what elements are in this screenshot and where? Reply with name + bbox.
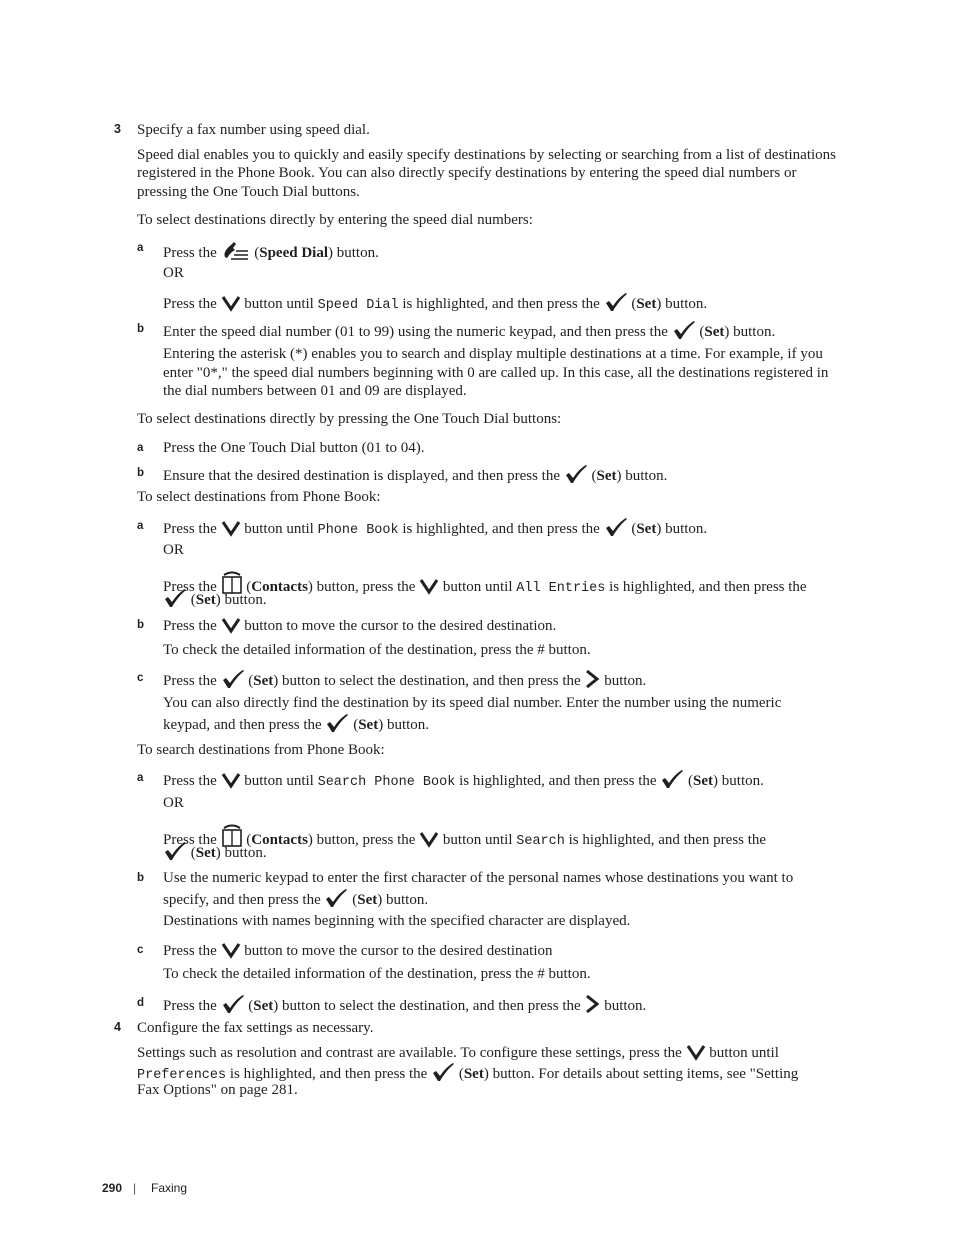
down-arrow-icon bbox=[686, 1043, 706, 1061]
text: Press the bbox=[163, 618, 217, 634]
step-title: Configure the fax settings as necessary. bbox=[137, 1020, 374, 1036]
text: button until bbox=[244, 773, 314, 789]
note-line: enter "0*," the speed dial numbers beginning with 0 are called up. In this case, all the destinations registered in bbox=[163, 365, 829, 381]
text: Press the bbox=[163, 245, 217, 261]
set-check-icon bbox=[163, 841, 187, 861]
menu-item-name: All Entries bbox=[516, 581, 606, 596]
section-heading: To select destinations directly by pressing the One Touch Dial buttons: bbox=[137, 411, 562, 427]
set-check-icon bbox=[672, 320, 696, 340]
text: Ensure that the desired destination is displayed, and then press the bbox=[163, 468, 560, 484]
text: button until bbox=[709, 1045, 779, 1061]
menu-item-name: Search bbox=[516, 834, 565, 849]
text: ) button. bbox=[724, 324, 776, 340]
text: ) button, press the bbox=[307, 579, 416, 595]
sub-step-letter: c bbox=[137, 944, 144, 956]
text: Set bbox=[636, 521, 657, 537]
text: Press the bbox=[163, 943, 217, 959]
set-check-icon bbox=[221, 994, 245, 1014]
instruction-line: Press the (Contacts) button, press the button until Search is highlighted, and then press the bbox=[163, 822, 766, 851]
text: ) button. bbox=[215, 845, 267, 861]
or-label: OR bbox=[163, 542, 184, 558]
note-line: To check the detailed information of the destination, press the # button. bbox=[163, 642, 591, 658]
instruction-line bbox=[163, 941, 553, 961]
text: ) button. bbox=[328, 245, 379, 261]
down-arrow-icon bbox=[221, 941, 241, 959]
note-line: Entering the asterisk (*) enables you to search and display multiple destinations at a time. For example, if you bbox=[163, 346, 823, 362]
text: Press the bbox=[163, 773, 217, 789]
text: button. bbox=[604, 673, 647, 689]
text: Speed Dial bbox=[259, 245, 329, 261]
text: ) button. bbox=[616, 468, 668, 484]
text: keypad, and then press the bbox=[163, 717, 322, 733]
paragraph-line bbox=[137, 1043, 779, 1063]
instruction-line: Press the (Contacts) button, press the button until All Entries is highlighted, and then press the bbox=[163, 569, 807, 598]
text: Press the bbox=[163, 832, 217, 848]
down-arrow-icon bbox=[419, 830, 439, 848]
text: ) button. bbox=[215, 592, 267, 608]
text: ) button. bbox=[656, 521, 708, 537]
text: specify, and then press the bbox=[163, 892, 321, 908]
step-number: 3 bbox=[114, 122, 121, 136]
text: Set bbox=[253, 998, 274, 1014]
text: is highlighted, and then press the bbox=[402, 521, 600, 537]
instruction-line: specify, and then press the (Set) button. bbox=[163, 888, 428, 910]
text: ) button. For details about setting items, see "Setting bbox=[483, 1066, 799, 1082]
text: Set bbox=[357, 892, 378, 908]
sub-step-letter: c bbox=[137, 672, 144, 684]
speed-dial-icon bbox=[221, 239, 251, 261]
note-line: keypad, and then press the (Set) button. bbox=[163, 713, 429, 735]
instruction-line: Press the button until Search Phone Book is highlighted, and then press the (Set) button. bbox=[163, 769, 764, 792]
menu-item-name: Preferences bbox=[137, 1068, 227, 1083]
text: Set bbox=[253, 673, 274, 689]
note-line: the dial numbers between 01 and 09 are displayed. bbox=[163, 383, 467, 399]
menu-item-name: Speed Dial bbox=[317, 298, 399, 313]
sub-step-letter: a bbox=[137, 772, 144, 784]
menu-item-name: Search Phone Book bbox=[317, 775, 456, 790]
set-check-icon bbox=[604, 292, 628, 312]
paragraph-line: Speed dial enables you to quickly and easily specify destinations by selecting or searching from a list of destinations bbox=[137, 147, 837, 163]
footer-section: Faxing bbox=[151, 1181, 188, 1195]
instruction-line: Press the (Set) button to select the destination, and then press the button. bbox=[163, 994, 646, 1016]
right-arrow-icon bbox=[584, 994, 600, 1014]
text: button until bbox=[442, 832, 513, 848]
instruction-line: (Set) button. bbox=[163, 588, 267, 610]
instruction-line: Enter the speed dial number (01 to 99) using the numeric keypad, and then press the (Set) button. bbox=[163, 320, 775, 342]
or-label: OR bbox=[163, 795, 184, 811]
instruction-line: Press the button until Speed Dial is highlighted, and then press the (Set) button. bbox=[163, 292, 707, 315]
text: button until bbox=[442, 579, 513, 595]
text: ) button to select the destination, and then press the bbox=[273, 673, 581, 689]
text: Enter the speed dial number (01 to 99) using the numeric keypad, and then press the bbox=[163, 324, 668, 340]
paragraph-line: pressing the One Touch Dial buttons. bbox=[137, 184, 360, 200]
text: is highlighted, and then press the bbox=[459, 773, 657, 789]
sub-step-letter: b bbox=[137, 619, 145, 631]
note-line: To check the detailed information of the destination, press the # button. bbox=[163, 966, 591, 982]
right-arrow-icon bbox=[584, 669, 600, 689]
text: is highlighted, and then press the bbox=[229, 1066, 428, 1082]
instruction-line bbox=[163, 616, 556, 636]
paragraph-line: registered in the Phone Book. You can also directly specify destinations by entering the speed dial numbers or bbox=[137, 165, 797, 181]
instruction-line: Ensure that the desired destination is displayed, and then press the (Set) button. bbox=[163, 464, 667, 486]
note-line: You can also directly find the destination by its speed dial number. Enter the number using the numeric bbox=[163, 695, 782, 711]
text: Settings such as resolution and contrast are available. To configure these settings, press the bbox=[137, 1045, 682, 1061]
text: Set bbox=[636, 296, 657, 312]
text: Set bbox=[596, 468, 617, 484]
sub-step-letter: d bbox=[137, 997, 145, 1009]
instruction-line: Press the button until Phone Book is highlighted, and then press the (Set) button. bbox=[163, 517, 707, 540]
section-heading: To select destinations directly by entering the speed dial numbers: bbox=[137, 212, 533, 228]
set-check-icon bbox=[660, 769, 684, 789]
text: is highlighted, and then press the bbox=[402, 296, 600, 312]
set-check-icon bbox=[604, 517, 628, 537]
down-arrow-icon bbox=[221, 771, 241, 789]
text: Set bbox=[195, 845, 216, 861]
menu-item-name: Phone Book bbox=[317, 523, 399, 538]
text: ) button. bbox=[656, 296, 708, 312]
down-arrow-icon bbox=[221, 519, 241, 537]
text: ) button. bbox=[713, 773, 764, 789]
text: is highlighted, and then press the bbox=[568, 832, 767, 848]
set-check-icon bbox=[325, 713, 349, 733]
text: Press the bbox=[163, 579, 217, 595]
instruction-line: Press the One Touch Dial button (01 to 04). bbox=[163, 440, 425, 456]
sub-step-letter: a bbox=[137, 520, 144, 532]
section-heading: To select destinations from Phone Book: bbox=[137, 489, 381, 505]
sub-step-letter: b bbox=[137, 323, 145, 335]
set-check-icon bbox=[221, 669, 245, 689]
sub-step-letter: a bbox=[137, 242, 144, 254]
text: Set bbox=[463, 1066, 484, 1082]
step-number: 4 bbox=[114, 1020, 121, 1034]
set-check-icon bbox=[431, 1062, 455, 1082]
down-arrow-icon bbox=[221, 616, 241, 634]
text: button until bbox=[244, 296, 314, 312]
or-label: OR bbox=[163, 265, 184, 281]
set-check-icon bbox=[324, 888, 348, 908]
set-check-icon bbox=[564, 464, 588, 484]
text: is highlighted, and then press the bbox=[609, 579, 807, 595]
text: Contacts bbox=[251, 579, 308, 595]
text: button to move the cursor to the desired destination bbox=[244, 943, 553, 959]
instruction-line: Press the (Set) button to select the destination, and then press the button. bbox=[163, 669, 646, 691]
text: Press the bbox=[163, 521, 217, 537]
instruction-line: (Set) button. bbox=[163, 841, 267, 863]
section-heading: To search destinations from Phone Book: bbox=[137, 742, 385, 758]
text: Press the bbox=[163, 998, 217, 1014]
instruction-line: Press the (Speed Dial) button. bbox=[163, 239, 379, 263]
sub-step-letter: b bbox=[137, 872, 145, 884]
step-title: Specify a fax number using speed dial. bbox=[137, 122, 370, 138]
text: Press the bbox=[163, 673, 217, 689]
sub-step-letter: a bbox=[137, 442, 144, 454]
instruction-line: Use the numeric keypad to enter the first character of the personal names whose destinations you want to bbox=[163, 870, 794, 886]
text: Set bbox=[358, 717, 379, 733]
text: Set bbox=[195, 592, 216, 608]
page-number: 290 bbox=[102, 1181, 123, 1195]
paragraph-line: Fax Options" on page 281. bbox=[137, 1082, 298, 1098]
text: Contacts bbox=[251, 832, 308, 848]
set-check-icon bbox=[163, 588, 187, 608]
text: ) button. bbox=[377, 892, 429, 908]
text: ) button, press the bbox=[307, 832, 416, 848]
text: button. bbox=[604, 998, 647, 1014]
down-arrow-icon bbox=[221, 294, 241, 312]
footer-separator: | bbox=[133, 1181, 137, 1195]
down-arrow-icon bbox=[419, 577, 439, 595]
note-line: Destinations with names beginning with the specified character are displayed. bbox=[163, 913, 631, 929]
text: ) button. bbox=[378, 717, 430, 733]
text: Set bbox=[693, 773, 714, 789]
text: button to move the cursor to the desired destination. bbox=[244, 618, 557, 634]
text: ) button to select the destination, and then press the bbox=[273, 998, 581, 1014]
text: Set bbox=[704, 324, 725, 340]
sub-step-letter: b bbox=[137, 467, 145, 479]
paragraph-line: Preferences is highlighted, and then press the (Set) button. For details about setting items, see "Setting bbox=[137, 1062, 798, 1085]
text: Press the bbox=[163, 296, 217, 312]
text: button until bbox=[244, 521, 314, 537]
